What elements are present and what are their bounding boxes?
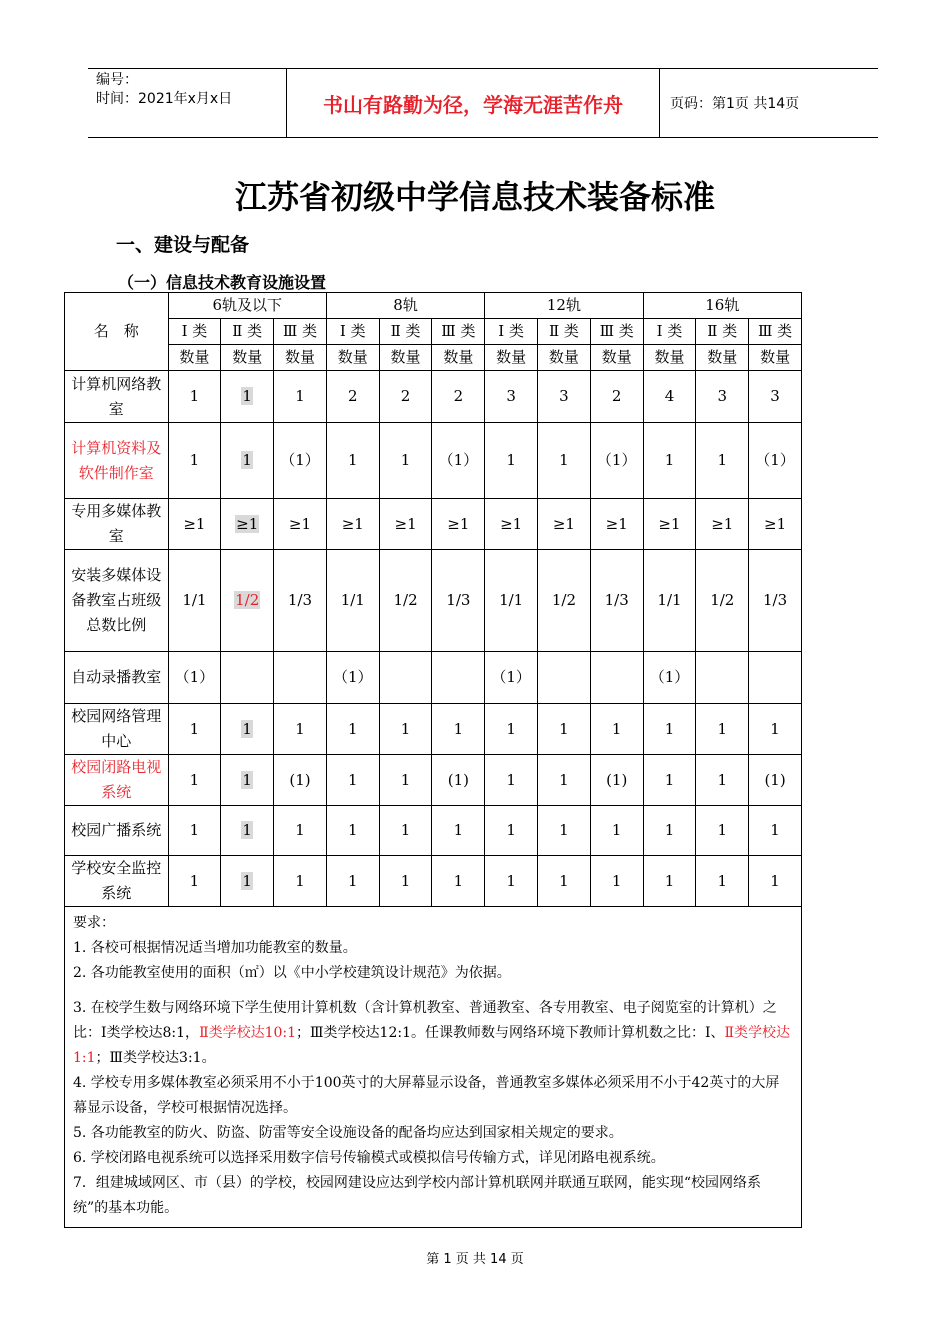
table-cell: 3 <box>538 371 591 423</box>
header-page-info: 页码：第1页 共14页 <box>670 96 800 112</box>
table-cell: 1/2 <box>538 550 591 652</box>
row-name: 学校安全监控系统 <box>65 856 169 907</box>
table-cell: 1 <box>432 704 485 755</box>
qty-header: 数量 <box>274 345 327 371</box>
qty-header: 数量 <box>696 345 749 371</box>
table-cell <box>221 704 274 755</box>
table-cell: 1 <box>643 806 696 856</box>
class-header: Ⅰ 类 <box>643 319 696 345</box>
table-cell: 1 <box>538 423 591 499</box>
table-cell: ≥1 <box>590 499 643 550</box>
table-cell: 1 <box>749 704 802 755</box>
table-row <box>65 652 802 704</box>
table-cell <box>221 755 274 806</box>
row-name: 校园广播系统 <box>65 806 169 856</box>
table-cell: 1 <box>379 704 432 755</box>
table-cell: 1 <box>379 806 432 856</box>
table-cell: 1 <box>643 856 696 907</box>
table-cell: 1 <box>485 856 538 907</box>
page-header <box>88 68 878 138</box>
table-cell: 1/2 <box>379 550 432 652</box>
table-cell: 1 <box>643 423 696 499</box>
cell-value: 1 <box>242 719 252 738</box>
table-cell: 1 <box>168 856 221 907</box>
requirements-cell <box>65 907 802 1228</box>
table-cell: 1 <box>749 856 802 907</box>
table-cell: 2 <box>326 371 379 423</box>
qty-header: 数量 <box>326 345 379 371</box>
table-cell: 1/1 <box>168 550 221 652</box>
class-row <box>65 319 802 345</box>
table-cell: 1 <box>326 856 379 907</box>
table-cell: 1 <box>590 704 643 755</box>
table-row <box>65 550 802 652</box>
table-cell: 1 <box>696 423 749 499</box>
table-cell: 1/1 <box>643 550 696 652</box>
requirement-item: 6. 学校闭路电视系统可以选择采用数字信号传输模式或模拟信号传输方式，详见闭路电视系统。 <box>73 1150 665 1166</box>
table-cell: ≥1 <box>274 499 327 550</box>
qty-header: 数量 <box>590 345 643 371</box>
table-cell: 1 <box>590 856 643 907</box>
table-cell: 2 <box>590 371 643 423</box>
class-header: Ⅱ 类 <box>696 319 749 345</box>
table-cell: 1 <box>643 755 696 806</box>
table-cell: ≥1 <box>432 499 485 550</box>
qty-header: 数量 <box>485 345 538 371</box>
table-cell: 1 <box>538 755 591 806</box>
section-heading: 一、建设与配备 <box>116 234 250 256</box>
row-name: 校园闭路电视系统 <box>65 755 169 806</box>
requirement-text: 3. 在校学生数与网络环境下学生使用计算机数（含计算机教室、普通教室、各专用教室、电子阅览室的计算机）之比：Ⅰ类学校达8:1， <box>73 1000 777 1041</box>
table-body <box>65 371 802 907</box>
table-cell: （1） <box>432 423 485 499</box>
table-cell: 1/3 <box>590 550 643 652</box>
cell-value: 1 <box>242 387 252 405</box>
table-cell: 1/3 <box>432 550 485 652</box>
header-meta <box>96 71 232 109</box>
table-cell: （1） <box>274 423 327 499</box>
table-cell: 1 <box>538 856 591 907</box>
table-cell: 3 <box>696 371 749 423</box>
cell-value: ≥1 <box>236 514 259 533</box>
table-cell <box>590 652 643 704</box>
table-cell: ≥1 <box>326 499 379 550</box>
requirement-item: 4. 学校专用多媒体教室必须采用不小于100英寸的大屏幕显示设备，普通教室多媒体必须采用不小于42英寸的大屏幕显示设备，学校可根据情况选择。 <box>73 1075 780 1116</box>
table-cell: 1 <box>274 856 327 907</box>
table-cell: 1 <box>696 806 749 856</box>
class-header: Ⅲ 类 <box>274 319 327 345</box>
table-row <box>65 806 802 856</box>
requirement-item <box>73 996 793 1071</box>
requirement-red-text: Ⅱ类学校达10:1 <box>199 1025 297 1041</box>
table-cell: 2 <box>432 371 485 423</box>
name-header: 名 称 <box>65 293 169 371</box>
table-cell: 2 <box>379 371 432 423</box>
table-cell: ≥1 <box>643 499 696 550</box>
table-cell: 1 <box>432 856 485 907</box>
requirement-item: 5. 各功能教室的防火、防盗、防雷等安全设施设备的配备均应达到国家相关规定的要求。 <box>73 1125 623 1141</box>
qty-row <box>65 345 802 371</box>
row-name: 专用多媒体教室 <box>65 499 169 550</box>
table-cell: ≥1 <box>696 499 749 550</box>
table-cell <box>274 652 327 704</box>
table-cell: 1 <box>432 806 485 856</box>
table-cell: 1 <box>696 856 749 907</box>
table-cell: 1 <box>168 371 221 423</box>
class-header: Ⅲ 类 <box>590 319 643 345</box>
table-cell <box>221 371 274 423</box>
group-header: 16轨 <box>643 293 801 319</box>
table-cell: 1 <box>274 371 327 423</box>
table-cell <box>538 652 591 704</box>
class-header: Ⅱ 类 <box>221 319 274 345</box>
table-cell <box>221 550 274 652</box>
table-cell: （1） <box>326 652 379 704</box>
table-cell <box>221 806 274 856</box>
table-cell: ≥1 <box>749 499 802 550</box>
requirement-text: ；Ⅲ类学校达3:1。 <box>95 1050 216 1066</box>
requirement-item: 1. 各校可根据情况适当增加功能教室的数量。 <box>73 940 357 956</box>
table-cell <box>221 423 274 499</box>
table-cell: 1 <box>379 755 432 806</box>
class-header: Ⅰ 类 <box>326 319 379 345</box>
table-cell: 1 <box>590 806 643 856</box>
table-cell: 1/2 <box>696 550 749 652</box>
time-label: 时间：2021年x月x日 <box>96 91 233 107</box>
table-cell: 1 <box>326 704 379 755</box>
table-cell: 1 <box>485 423 538 499</box>
table-cell: 1 <box>168 755 221 806</box>
table-cell: （1） <box>590 423 643 499</box>
qty-header: 数量 <box>432 345 485 371</box>
requirement-item: 7．组建城域网区、市（县）的学校，校园网建设应达到学校内部计算机联网并联通互联网，能实现“校园网络系统”的基本功能。 <box>73 1175 762 1216</box>
table-cell: (1) <box>590 755 643 806</box>
class-header: Ⅰ 类 <box>485 319 538 345</box>
table-cell: （1） <box>168 652 221 704</box>
table-row <box>65 499 802 550</box>
table-cell: （1） <box>749 423 802 499</box>
table-cell: 1/3 <box>749 550 802 652</box>
row-name: 计算机网络教室 <box>65 371 169 423</box>
table-cell: 4 <box>643 371 696 423</box>
table-cell <box>221 652 274 704</box>
table-cell: 1 <box>696 755 749 806</box>
class-header: Ⅲ 类 <box>432 319 485 345</box>
group-header: 8轨 <box>326 293 484 319</box>
table-cell <box>696 652 749 704</box>
qty-header: 数量 <box>221 345 274 371</box>
requirement-text: ；Ⅲ类学校达12:1。任课教师数与网络环境下教师计算机数之比：Ⅰ、 <box>296 1025 725 1041</box>
cell-value: 1 <box>242 871 252 890</box>
table-cell <box>749 652 802 704</box>
table-cell: 1 <box>379 856 432 907</box>
table-cell: 1 <box>485 806 538 856</box>
class-header: Ⅰ 类 <box>168 319 221 345</box>
table-cell: 1 <box>326 806 379 856</box>
table-cell: 1 <box>326 423 379 499</box>
number-label: 编号： <box>96 72 138 88</box>
table-cell <box>432 652 485 704</box>
table-cell: 3 <box>485 371 538 423</box>
table-cell: 1 <box>274 704 327 755</box>
qty-header: 数量 <box>379 345 432 371</box>
document-title: 江苏省初级中学信息技术装备标准 <box>234 178 715 216</box>
table-cell: 1 <box>274 806 327 856</box>
table-cell: ≥1 <box>538 499 591 550</box>
table-cell: （1） <box>485 652 538 704</box>
qty-header: 数量 <box>538 345 591 371</box>
table-cell: ≥1 <box>379 499 432 550</box>
table-cell: ≥1 <box>168 499 221 550</box>
row-name: 自动录播教室 <box>65 652 169 704</box>
class-header: Ⅱ 类 <box>379 319 432 345</box>
requirement-red-text: Ⅱ类学校达1:1 <box>73 1025 791 1066</box>
group-header: 12轨 <box>485 293 643 319</box>
requirement-item: 2. 各功能教室使用的面积（㎡）以《中小学校建筑设计规范》为依据。 <box>73 965 511 981</box>
header-motto: 书山有路勤为径，学海无涯苦作舟 <box>286 69 660 137</box>
table-cell: 1 <box>485 755 538 806</box>
qty-header: 数量 <box>643 345 696 371</box>
table-row <box>65 371 802 423</box>
page-footer: 第 1 页 共 14 页 <box>426 1252 524 1267</box>
row-name: 计算机资料及软件制作室 <box>65 423 169 499</box>
requirements-title: 要求： <box>73 915 115 931</box>
table-cell: 1/1 <box>326 550 379 652</box>
table-cell: 1 <box>643 704 696 755</box>
class-header: Ⅲ 类 <box>749 319 802 345</box>
qty-header: 数量 <box>168 345 221 371</box>
equipment-table <box>64 292 802 1228</box>
table-cell: 1 <box>168 423 221 499</box>
table-cell <box>221 499 274 550</box>
table-cell: 1 <box>485 704 538 755</box>
table-cell: 3 <box>749 371 802 423</box>
row-name: 校园网络管理中心 <box>65 704 169 755</box>
table-cell: ≥1 <box>485 499 538 550</box>
table-cell: (1) <box>274 755 327 806</box>
table-cell: 1 <box>168 806 221 856</box>
cell-value: 1 <box>242 770 252 789</box>
table-cell: 1 <box>326 755 379 806</box>
qty-header: 数量 <box>749 345 802 371</box>
table-cell <box>379 652 432 704</box>
cell-value: 1/2 <box>235 591 260 609</box>
table-cell: (1) <box>432 755 485 806</box>
row-name: 安装多媒体设备教室占班级总数比例 <box>65 550 169 652</box>
table-row <box>65 755 802 806</box>
cell-value: 1 <box>242 821 252 839</box>
group-header: 6轨及以下 <box>168 293 326 319</box>
table-cell: 1/1 <box>485 550 538 652</box>
table-cell: 1 <box>538 806 591 856</box>
class-header: Ⅱ 类 <box>538 319 591 345</box>
subsection-heading: （一）信息技术教育设施设置 <box>118 273 327 292</box>
table-cell: 1 <box>696 704 749 755</box>
table-row <box>65 423 802 499</box>
table-cell <box>221 856 274 907</box>
table-cell: (1) <box>749 755 802 806</box>
table-cell: 1 <box>538 704 591 755</box>
cell-value: 1 <box>242 451 252 469</box>
table-row <box>65 856 802 907</box>
table-cell: 1 <box>749 806 802 856</box>
table-cell: 1 <box>168 704 221 755</box>
table-cell: （1） <box>643 652 696 704</box>
table-row <box>65 704 802 755</box>
table-cell: 1/3 <box>274 550 327 652</box>
table-cell: 1 <box>379 423 432 499</box>
